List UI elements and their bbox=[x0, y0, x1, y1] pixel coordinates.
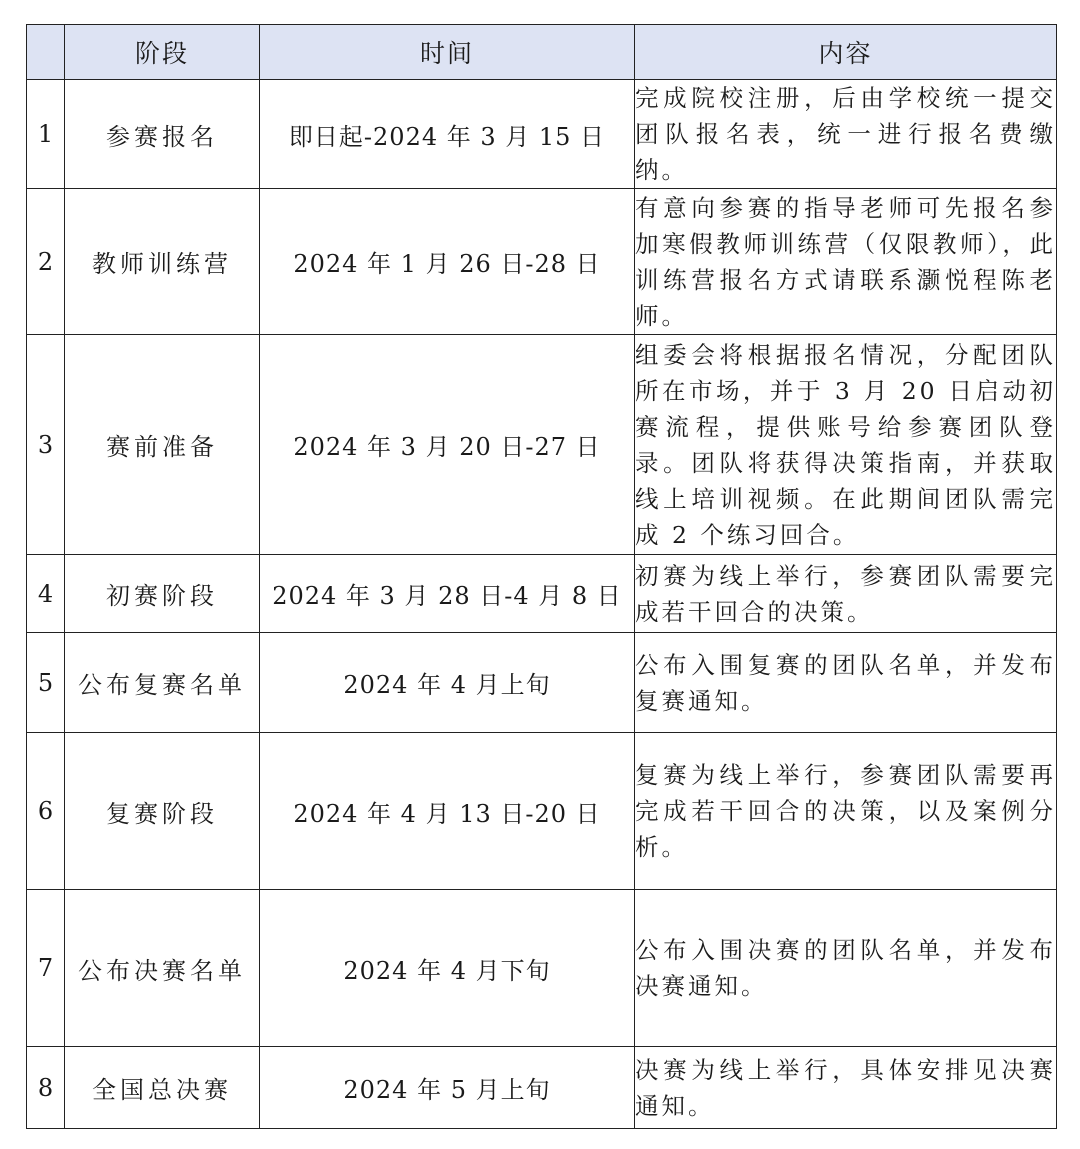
row-time: 2024 年 4 月上旬 bbox=[260, 633, 635, 733]
row-content: 有意向参赛的指导老师可先报名参加寒假教师训练营（仅限教师），此训练营报名方式请联系灏悦程陈老师。 bbox=[635, 189, 1057, 335]
header-num bbox=[27, 25, 65, 80]
table-row bbox=[27, 733, 1057, 890]
row-number: 8 bbox=[27, 1047, 65, 1129]
table-row bbox=[27, 633, 1057, 733]
table-row bbox=[27, 189, 1057, 335]
header-time: 时间 bbox=[260, 25, 635, 80]
row-number: 6 bbox=[27, 733, 65, 890]
row-content: 组委会将根据报名情况，分配团队所在市场，并于 3 月 20 日启动初赛流程，提供账号给参赛团队登录。团队将获得决策指南，并获取线上培训视频。在此期间团队需完成 2 个练习回合。 bbox=[635, 335, 1057, 555]
header-phase: 阶段 bbox=[65, 25, 260, 80]
row-content: 决赛为线上举行，具体安排见决赛通知。 bbox=[635, 1047, 1057, 1129]
row-time: 即日起-2024 年 3 月 15 日 bbox=[260, 80, 635, 189]
table-row bbox=[27, 890, 1057, 1047]
row-number: 7 bbox=[27, 890, 65, 1047]
row-phase: 参赛报名 bbox=[65, 80, 260, 189]
row-phase: 初赛阶段 bbox=[65, 555, 260, 633]
row-phase: 赛前准备 bbox=[65, 335, 260, 555]
table-row bbox=[27, 335, 1057, 555]
row-phase: 教师训练营 bbox=[65, 189, 260, 335]
row-time: 2024 年 4 月下旬 bbox=[260, 890, 635, 1047]
row-content: 初赛为线上举行，参赛团队需要完成若干回合的决策。 bbox=[635, 555, 1057, 633]
row-number: 1 bbox=[27, 80, 65, 189]
row-content: 完成院校注册，后由学校统一提交团队报名表，统一进行报名费缴纳。 bbox=[635, 80, 1057, 189]
row-number: 5 bbox=[27, 633, 65, 733]
row-time: 2024 年 3 月 20 日-27 日 bbox=[260, 335, 635, 555]
table-row bbox=[27, 1047, 1057, 1129]
row-number: 2 bbox=[27, 189, 65, 335]
row-phase: 公布决赛名单 bbox=[65, 890, 260, 1047]
row-phase: 全国总决赛 bbox=[65, 1047, 260, 1129]
row-time: 2024 年 1 月 26 日-28 日 bbox=[260, 189, 635, 335]
row-time: 2024 年 4 月 13 日-20 日 bbox=[260, 733, 635, 890]
row-content: 公布入围决赛的团队名单，并发布决赛通知。 bbox=[635, 890, 1057, 1047]
table-row bbox=[27, 555, 1057, 633]
row-content: 复赛为线上举行，参赛团队需要再完成若干回合的决策，以及案例分析。 bbox=[635, 733, 1057, 890]
table-row bbox=[27, 80, 1057, 189]
row-time: 2024 年 5 月上旬 bbox=[260, 1047, 635, 1129]
row-number: 3 bbox=[27, 335, 65, 555]
row-number: 4 bbox=[27, 555, 65, 633]
header-row bbox=[27, 25, 1057, 80]
header-content: 内容 bbox=[635, 25, 1057, 80]
row-content: 公布入围复赛的团队名单，并发布复赛通知。 bbox=[635, 633, 1057, 733]
schedule-table bbox=[26, 24, 1057, 1129]
row-phase: 复赛阶段 bbox=[65, 733, 260, 890]
row-phase: 公布复赛名单 bbox=[65, 633, 260, 733]
row-time: 2024 年 3 月 28 日-4 月 8 日 bbox=[260, 555, 635, 633]
